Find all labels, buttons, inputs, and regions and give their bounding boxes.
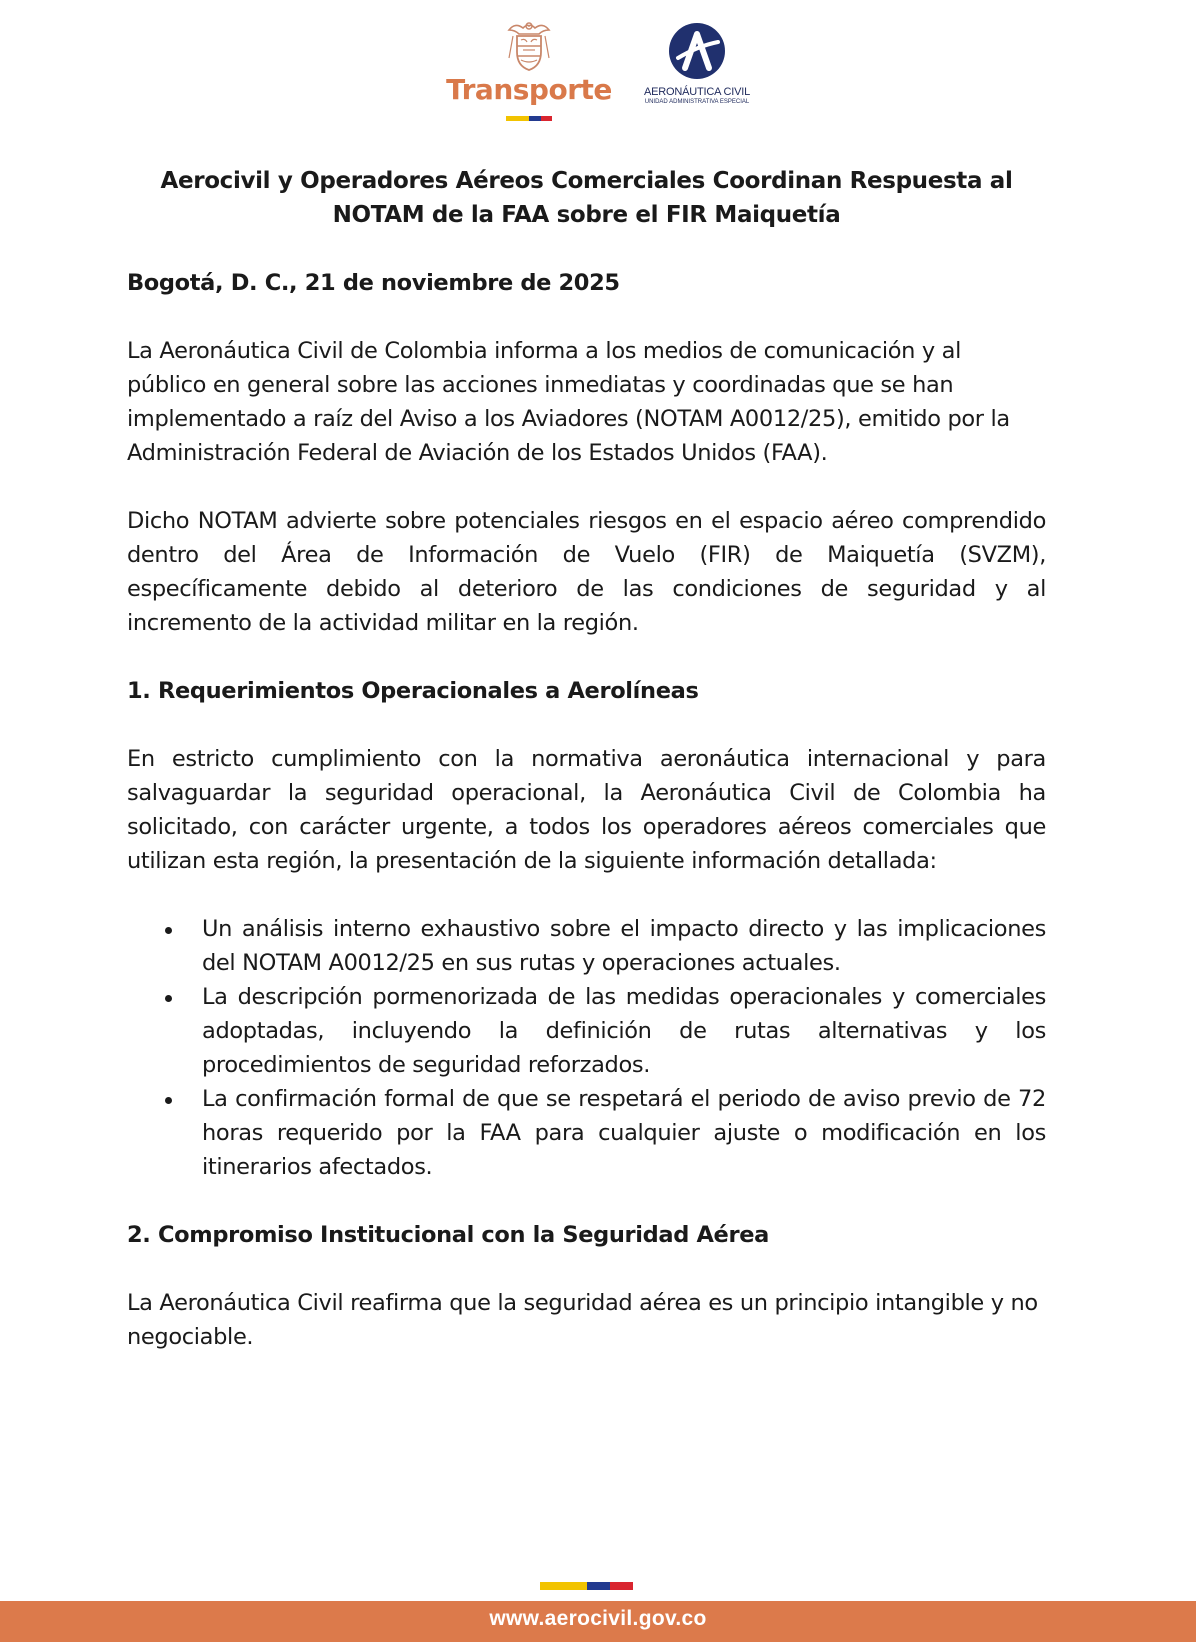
- footer-flag-bar: [540, 1582, 633, 1590]
- list-item-text: La descripción pormenorizada de las medidas operacionales y comerciales adoptadas, incluyendo la definición de rutas alternativas y los procedimientos de seguridad reforzados.: [202, 984, 1046, 1078]
- list-item-text: La confirmación formal de que se respetará el periodo de aviso previo de 72 horas requerido por la FAA para cualquier ajuste o modificación en los itinerarios afectados.: [202, 1086, 1046, 1180]
- dateline: Bogotá, D. C., 21 de noviembre de 2025: [127, 270, 620, 296]
- section-2-heading: 2. Compromiso Institucional con la Seguridad Aérea: [127, 1222, 769, 1248]
- website-link[interactable]: www.aerocivil.gov.co: [489, 1607, 707, 1630]
- ministry-transport-logo: [446, 20, 612, 124]
- list-item: [127, 980, 1046, 1082]
- agency-logo-subtitle: UNIDAD ADMINISTRATIVA ESPECIAL: [644, 99, 750, 105]
- bullet-icon: [165, 995, 172, 1002]
- list-item: [127, 1082, 1046, 1184]
- list-item-text: Un análisis interno exhaustivo sobre el impacto directo y las implicaciones del NOTAM A0012/25 en sus rutas y operaciones actuales.: [202, 916, 1046, 976]
- footer-band: [0, 1601, 1196, 1642]
- notam-paragraph: Dicho NOTAM advierte sobre potenciales riesgos en el espacio aéreo comprendido dentro del Área de Información de Vuelo (FIR) de Maiquetía (SVZM), específicamente debido al deterioro de las condiciones de seguridad y al incremento de la actividad militar en la región.: [127, 508, 1046, 636]
- colombia-flag-bar: [506, 116, 552, 121]
- letterhead: [0, 18, 1196, 128]
- bullet-icon: [165, 1097, 172, 1104]
- section-1-heading: 1. Requerimientos Operacionales a Aerolíneas: [127, 678, 699, 704]
- section-1-paragraph: En estricto cumplimiento con la normativa aeronáutica internacional y para salvaguardar la seguridad operacional, la Aeronáutica Civil de Colombia ha solicitado, con carácter urgente, a todos los operadores aéreos comerciales que utilizan esta región, la presentación de la siguiente información detallada:: [127, 746, 1046, 874]
- list-item: [127, 912, 1046, 980]
- aerocivil-logo: [638, 22, 756, 122]
- aerocivil-a-icon: [668, 22, 726, 80]
- agency-logo-name: AERONÁUTICA CIVIL: [643, 86, 750, 98]
- coat-of-arms-icon: [505, 20, 553, 74]
- ministry-logo-text: Transporte: [446, 73, 612, 106]
- document-title: Aerocivil y Operadores Aéreos Comerciales Coordinan Respuesta al NOTAM de la FAA sobre el FIR Maiquetía: [160, 168, 1013, 228]
- section-2-paragraph: La Aeronáutica Civil reafirma que la seguridad aérea es un principio intangible y no negociable.: [127, 1290, 1038, 1350]
- bullet-icon: [165, 927, 172, 934]
- press-release-body: [127, 164, 1046, 1388]
- intro-paragraph: La Aeronáutica Civil de Colombia informa a los medios de comunicación y al público en general sobre las acciones inmediatas y coordinadas que se han implementado a raíz del Aviso a los Aviadores (NOTAM A0012/25), emitido por la Administración Federal de Aviación de los Estados Unidos (FAA).: [127, 338, 1010, 466]
- requirements-list: [127, 912, 1046, 1184]
